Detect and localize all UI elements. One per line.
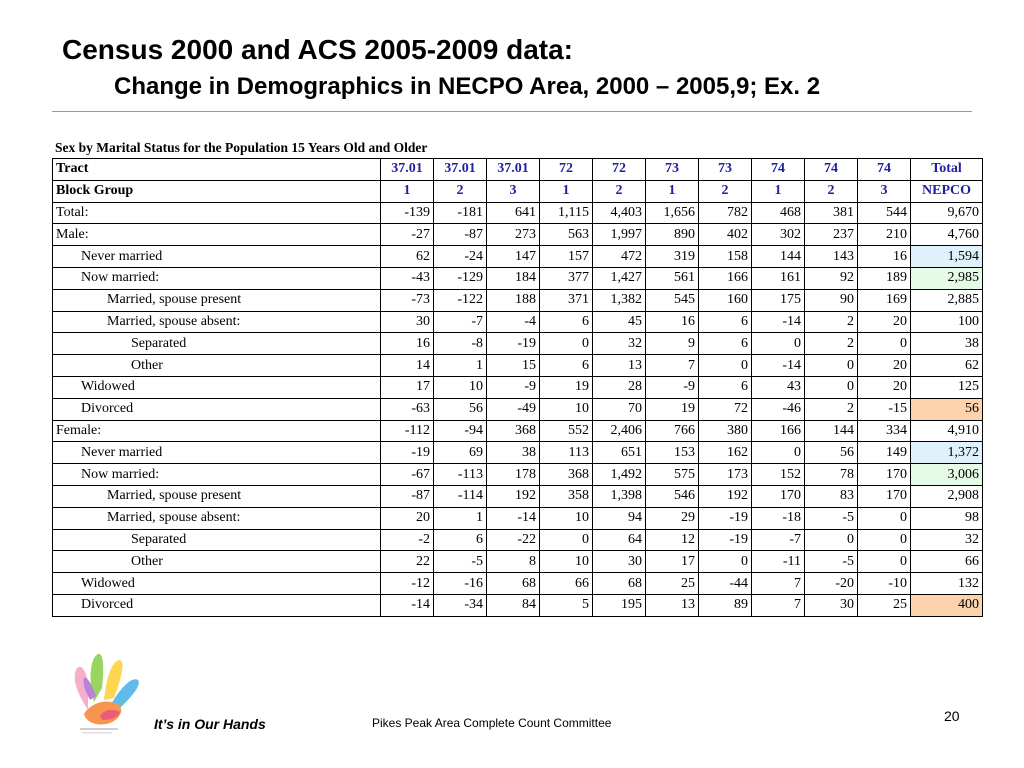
value-cell: 7	[752, 594, 805, 616]
value-cell: 64	[593, 529, 646, 551]
value-cell: -63	[381, 398, 434, 420]
value-cell: 563	[540, 224, 593, 246]
value-cell: 319	[646, 246, 699, 268]
header-cell: 74	[752, 159, 805, 181]
value-cell: 20	[858, 311, 911, 333]
header-cell: 2	[699, 180, 752, 202]
value-cell: 157	[540, 246, 593, 268]
value-cell: -5	[805, 551, 858, 573]
value-cell: -12	[381, 573, 434, 595]
table-row	[53, 311, 983, 333]
value-cell: 546	[646, 485, 699, 507]
value-cell: -46	[752, 398, 805, 420]
header-cell: 1	[646, 180, 699, 202]
table-row	[53, 246, 983, 268]
value-cell: 6	[699, 333, 752, 355]
hands-logo	[60, 640, 150, 740]
value-cell: 170	[858, 464, 911, 486]
value-cell: -113	[434, 464, 487, 486]
value-cell: 43	[752, 376, 805, 398]
value-cell: 144	[805, 420, 858, 442]
header-cell: 2	[805, 180, 858, 202]
value-cell: -43	[381, 267, 434, 289]
value-cell: 178	[487, 464, 540, 486]
value-cell: 552	[540, 420, 593, 442]
value-cell: -87	[381, 485, 434, 507]
value-cell: 10	[540, 398, 593, 420]
value-cell: 20	[381, 507, 434, 529]
value-cell: -67	[381, 464, 434, 486]
value-cell: -14	[487, 507, 540, 529]
row-label: Widowed	[53, 573, 381, 595]
row-label: Separated	[53, 333, 381, 355]
value-cell: 7	[752, 573, 805, 595]
value-cell: 561	[646, 267, 699, 289]
value-cell: 38	[487, 442, 540, 464]
value-cell: 25	[646, 573, 699, 595]
value-cell: 10	[540, 507, 593, 529]
value-cell: 160	[699, 289, 752, 311]
value-cell: 273	[487, 224, 540, 246]
value-cell: 29	[646, 507, 699, 529]
value-cell: 169	[858, 289, 911, 311]
value-cell: -19	[381, 442, 434, 464]
value-cell: 1	[434, 355, 487, 377]
value-cell: 69	[434, 442, 487, 464]
value-cell: 0	[752, 333, 805, 355]
value-cell: 62	[381, 246, 434, 268]
value-cell: 72	[699, 398, 752, 420]
value-cell: -139	[381, 202, 434, 224]
value-cell: 7	[646, 355, 699, 377]
value-cell: -5	[805, 507, 858, 529]
value-cell: 6	[699, 311, 752, 333]
value-cell: 5	[540, 594, 593, 616]
total-cell: 2,985	[911, 267, 983, 289]
value-cell: 19	[646, 398, 699, 420]
table-row	[53, 289, 983, 311]
row-label: Separated	[53, 529, 381, 551]
value-cell: -87	[434, 224, 487, 246]
value-cell: -19	[487, 333, 540, 355]
value-cell: 13	[593, 355, 646, 377]
value-cell: 302	[752, 224, 805, 246]
row-label: Widowed	[53, 376, 381, 398]
total-cell: 132	[911, 573, 983, 595]
total-cell: 66	[911, 551, 983, 573]
header-cell: 3	[858, 180, 911, 202]
value-cell: 10	[434, 376, 487, 398]
value-cell: 30	[593, 551, 646, 573]
value-cell: 2	[805, 311, 858, 333]
value-cell: 0	[858, 529, 911, 551]
value-cell: 9	[646, 333, 699, 355]
value-cell: 70	[593, 398, 646, 420]
value-cell: 10	[540, 551, 593, 573]
total-cell: 4,910	[911, 420, 983, 442]
table-row	[53, 355, 983, 377]
table-row	[53, 507, 983, 529]
value-cell: -11	[752, 551, 805, 573]
value-cell: 2	[805, 333, 858, 355]
value-cell: 192	[487, 485, 540, 507]
header-cell: 3	[487, 180, 540, 202]
total-cell: 1,594	[911, 246, 983, 268]
header-cell: NEPCO	[911, 180, 983, 202]
value-cell: 6	[540, 311, 593, 333]
value-cell: -49	[487, 398, 540, 420]
value-cell: 83	[805, 485, 858, 507]
value-cell: 1,997	[593, 224, 646, 246]
value-cell: 0	[805, 529, 858, 551]
value-cell: -129	[434, 267, 487, 289]
value-cell: -19	[699, 529, 752, 551]
value-cell: 0	[699, 551, 752, 573]
table-caption: Sex by Marital Status for the Population 15 Years Old and Older	[55, 140, 428, 155]
value-cell: -5	[434, 551, 487, 573]
value-cell: 113	[540, 442, 593, 464]
value-cell: 371	[540, 289, 593, 311]
value-cell: 14	[381, 355, 434, 377]
total-cell: 3,006	[911, 464, 983, 486]
value-cell: 0	[805, 355, 858, 377]
value-cell: 184	[487, 267, 540, 289]
value-cell: -114	[434, 485, 487, 507]
value-cell: 22	[381, 551, 434, 573]
total-cell: 4,760	[911, 224, 983, 246]
value-cell: 152	[752, 464, 805, 486]
value-cell: -8	[434, 333, 487, 355]
value-cell: 641	[487, 202, 540, 224]
value-cell: 30	[381, 311, 434, 333]
row-label: Other	[53, 355, 381, 377]
value-cell: -22	[487, 529, 540, 551]
row-label: Married, spouse present	[53, 289, 381, 311]
header-cell: Total	[911, 159, 983, 181]
value-cell: 4,403	[593, 202, 646, 224]
value-cell: 20	[858, 355, 911, 377]
row-label: Never married	[53, 246, 381, 268]
value-cell: 45	[593, 311, 646, 333]
header-cell: 73	[699, 159, 752, 181]
value-cell: -2	[381, 529, 434, 551]
value-cell: -14	[752, 355, 805, 377]
value-cell: 20	[858, 376, 911, 398]
header-cell: 1	[752, 180, 805, 202]
title-divider	[52, 111, 972, 112]
tract-header-row	[53, 159, 983, 181]
total-cell: 400	[911, 594, 983, 616]
row-label: Now married:	[53, 464, 381, 486]
value-cell: -16	[434, 573, 487, 595]
value-cell: 575	[646, 464, 699, 486]
value-cell: 368	[540, 464, 593, 486]
value-cell: -20	[805, 573, 858, 595]
value-cell: 1,398	[593, 485, 646, 507]
total-cell: 1,372	[911, 442, 983, 464]
value-cell: -73	[381, 289, 434, 311]
value-cell: 32	[593, 333, 646, 355]
value-cell: 6	[434, 529, 487, 551]
value-cell: -181	[434, 202, 487, 224]
value-cell: 147	[487, 246, 540, 268]
header-cell: 37.01	[381, 159, 434, 181]
header-cell: 37.01	[487, 159, 540, 181]
value-cell: 149	[858, 442, 911, 464]
value-cell: 380	[699, 420, 752, 442]
value-cell: 84	[487, 594, 540, 616]
table-row	[53, 464, 983, 486]
header-cell: 2	[593, 180, 646, 202]
value-cell: 6	[699, 376, 752, 398]
value-cell: 237	[805, 224, 858, 246]
total-cell: 56	[911, 398, 983, 420]
value-cell: 175	[752, 289, 805, 311]
table-row	[53, 594, 983, 616]
row-label: Other	[53, 551, 381, 573]
value-cell: 0	[858, 551, 911, 573]
value-cell: 13	[646, 594, 699, 616]
value-cell: 2,406	[593, 420, 646, 442]
value-cell: -7	[434, 311, 487, 333]
total-cell: 32	[911, 529, 983, 551]
value-cell: 544	[858, 202, 911, 224]
value-cell: 0	[699, 355, 752, 377]
table-row	[53, 442, 983, 464]
value-cell: 143	[805, 246, 858, 268]
table-row	[53, 398, 983, 420]
value-cell: 16	[381, 333, 434, 355]
value-cell: 161	[752, 267, 805, 289]
value-cell: -9	[487, 376, 540, 398]
value-cell: 25	[858, 594, 911, 616]
value-cell: 890	[646, 224, 699, 246]
table-row	[53, 267, 983, 289]
value-cell: 0	[752, 442, 805, 464]
value-cell: 66	[540, 573, 593, 595]
value-cell: 0	[858, 507, 911, 529]
marital-status-table	[52, 158, 983, 617]
value-cell: 1,656	[646, 202, 699, 224]
value-cell: 0	[540, 529, 593, 551]
value-cell: 545	[646, 289, 699, 311]
table-row	[53, 420, 983, 442]
total-cell: 9,670	[911, 202, 983, 224]
table-row	[53, 376, 983, 398]
value-cell: 189	[858, 267, 911, 289]
value-cell: 16	[646, 311, 699, 333]
row-label: Female:	[53, 420, 381, 442]
table-row	[53, 224, 983, 246]
value-cell: 334	[858, 420, 911, 442]
value-cell: 28	[593, 376, 646, 398]
value-cell: 78	[805, 464, 858, 486]
value-cell: -14	[381, 594, 434, 616]
value-cell: 1,492	[593, 464, 646, 486]
header-cell: 74	[805, 159, 858, 181]
header-label-cell: Block Group	[53, 180, 381, 202]
value-cell: -44	[699, 573, 752, 595]
value-cell: 1,427	[593, 267, 646, 289]
value-cell: 377	[540, 267, 593, 289]
value-cell: 6	[540, 355, 593, 377]
row-label: Married, spouse absent:	[53, 311, 381, 333]
value-cell: 30	[805, 594, 858, 616]
header-cell: 37.01	[434, 159, 487, 181]
value-cell: 402	[699, 224, 752, 246]
value-cell: -9	[646, 376, 699, 398]
value-cell: 188	[487, 289, 540, 311]
block-group-header-row	[53, 180, 983, 202]
header-cell: 72	[540, 159, 593, 181]
value-cell: 16	[858, 246, 911, 268]
footer-tagline: It’s in Our Hands	[154, 716, 266, 732]
value-cell: 12	[646, 529, 699, 551]
header-label-cell: Tract	[53, 159, 381, 181]
header-cell: 72	[593, 159, 646, 181]
value-cell: -27	[381, 224, 434, 246]
value-cell: 651	[593, 442, 646, 464]
value-cell: 210	[858, 224, 911, 246]
page-number: 20	[944, 708, 960, 724]
value-cell: -14	[752, 311, 805, 333]
value-cell: 381	[805, 202, 858, 224]
value-cell: 8	[487, 551, 540, 573]
row-label: Never married	[53, 442, 381, 464]
value-cell: -15	[858, 398, 911, 420]
table-row	[53, 333, 983, 355]
value-cell: 166	[752, 420, 805, 442]
value-cell: -4	[487, 311, 540, 333]
value-cell: 19	[540, 376, 593, 398]
header-cell: 2	[434, 180, 487, 202]
value-cell: -7	[752, 529, 805, 551]
row-label: Total:	[53, 202, 381, 224]
value-cell: 1,115	[540, 202, 593, 224]
total-cell: 125	[911, 376, 983, 398]
value-cell: 195	[593, 594, 646, 616]
value-cell: -24	[434, 246, 487, 268]
value-cell: 0	[540, 333, 593, 355]
table-row	[53, 529, 983, 551]
value-cell: 144	[752, 246, 805, 268]
table-row	[53, 202, 983, 224]
value-cell: 166	[699, 267, 752, 289]
value-cell: 368	[487, 420, 540, 442]
value-cell: 2	[805, 398, 858, 420]
value-cell: 90	[805, 289, 858, 311]
row-label: Now married:	[53, 267, 381, 289]
value-cell: 153	[646, 442, 699, 464]
value-cell: 192	[699, 485, 752, 507]
value-cell: 766	[646, 420, 699, 442]
value-cell: 17	[381, 376, 434, 398]
row-label: Married, spouse present	[53, 485, 381, 507]
value-cell: 0	[858, 333, 911, 355]
value-cell: -122	[434, 289, 487, 311]
header-cell: 1	[381, 180, 434, 202]
value-cell: 15	[487, 355, 540, 377]
header-cell: 1	[540, 180, 593, 202]
value-cell: 68	[593, 573, 646, 595]
value-cell: 468	[752, 202, 805, 224]
value-cell: 1	[434, 507, 487, 529]
row-label: Married, spouse absent:	[53, 507, 381, 529]
value-cell: 162	[699, 442, 752, 464]
value-cell: -18	[752, 507, 805, 529]
value-cell: 782	[699, 202, 752, 224]
value-cell: 173	[699, 464, 752, 486]
header-cell: 74	[858, 159, 911, 181]
value-cell: 170	[752, 485, 805, 507]
value-cell: 17	[646, 551, 699, 573]
value-cell: -94	[434, 420, 487, 442]
total-cell: 62	[911, 355, 983, 377]
value-cell: -19	[699, 507, 752, 529]
table-row	[53, 485, 983, 507]
value-cell: 56	[434, 398, 487, 420]
table-row	[53, 551, 983, 573]
row-label: Male:	[53, 224, 381, 246]
value-cell: 89	[699, 594, 752, 616]
row-label: Divorced	[53, 594, 381, 616]
row-label: Divorced	[53, 398, 381, 420]
value-cell: -10	[858, 573, 911, 595]
value-cell: 68	[487, 573, 540, 595]
slide-title: Census 2000 and ACS 2005-2009 data:	[62, 34, 573, 65]
value-cell: 1,382	[593, 289, 646, 311]
slide-subtitle: Change in Demographics in NECPO Area, 2000 – 2005,9; Ex. 2	[114, 73, 821, 100]
value-cell: 94	[593, 507, 646, 529]
total-cell: 38	[911, 333, 983, 355]
table-row	[53, 573, 983, 595]
total-cell: 2,885	[911, 289, 983, 311]
header-cell: 73	[646, 159, 699, 181]
value-cell: 170	[858, 485, 911, 507]
value-cell: 358	[540, 485, 593, 507]
value-cell: 0	[805, 376, 858, 398]
value-cell: -112	[381, 420, 434, 442]
total-cell: 98	[911, 507, 983, 529]
value-cell: 472	[593, 246, 646, 268]
footer-organization: Pikes Peak Area Complete Count Committee	[372, 716, 612, 730]
value-cell: 92	[805, 267, 858, 289]
total-cell: 2,908	[911, 485, 983, 507]
value-cell: 158	[699, 246, 752, 268]
value-cell: -34	[434, 594, 487, 616]
value-cell: 56	[805, 442, 858, 464]
total-cell: 100	[911, 311, 983, 333]
